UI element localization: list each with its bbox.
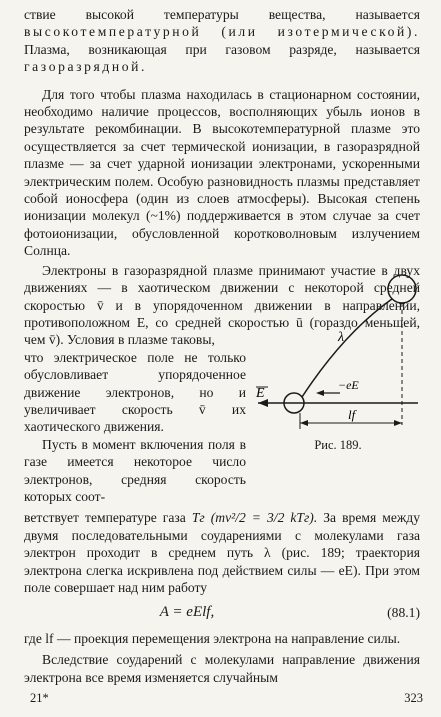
page-number: 323 [404, 690, 423, 705]
molecule-end [388, 275, 416, 303]
paragraph-5: где lf — проекция перемещения электрона на направление силы. [24, 630, 401, 646]
label-force: −eE [338, 377, 359, 392]
text-run: ветствует температуре газа [24, 510, 186, 526]
text-run: Электроны в газоразрядной плазме принимают участие в двух движениях — в хаотическом движении с некоторой средней скоростью v̄ и в упорядоченном движении в направлении, противоположном E, со средней скоростью ū (гораздо меньшей, чем v̄). Условия в плазме таковы, [24, 262, 420, 348]
figure-189 [252, 245, 424, 452]
paragraph-4-start: Пусть в момент включения поля в газе имеется некоторое число электронов, средняя скорость которых соот- [24, 436, 246, 504]
text-run: За время между двумя последовательными соударениями с молекулами газа электрон проходит в среднем путь λ (рис. 189; траектория электрона слегка искривлена под действием силы — eE). При этом поле совершает над ним работу [24, 510, 420, 595]
force-arrow-head [316, 390, 324, 396]
label-lf: lf [348, 406, 356, 422]
signature-mark: 21* [30, 690, 49, 705]
paragraph-2: Для того чтобы плазма находилась в стационарном состоянии, необходимо наличие процессов, восполняющих убыль ионов в результате рекомбинации. В высокотемпературной плазме это осуществляется за счет термической ионизации, в газоразрядной плазме — за счет ударной ионизации электронами, ускоренными электрическим полем. Особую разновидность плазмы представляет собой ионосфера (один из слоев атмосферы). Высокая степень ионизации молекул (~1%) поддерживается в этом случае за счет фотоионизации, обусловленной коротковолновым излучением Солнца. [24, 86, 420, 259]
figure-wrap-region [24, 329, 420, 506]
figure-caption: Рис. 189. [314, 437, 362, 452]
page-content [24, 6, 420, 686]
equation-88-1 [24, 604, 420, 621]
label-E: E [256, 385, 265, 401]
lf-arrow-right [394, 420, 402, 426]
paragraph-3-continued: что электрическое поле не только обусловливает упорядоченное движение электронов, но и увеличивает скорость v̄ их хаотического движения. [24, 349, 246, 435]
paragraph-1 [24, 6, 420, 76]
equation-body: A = eElf, [159, 604, 215, 621]
text-run: Плазма, возникающая при газовом разряде, называется [24, 41, 420, 57]
term-high-temperature: высокотемпературной (или изотермической). [24, 24, 420, 40]
page-footer [30, 690, 423, 707]
figure-drawing [252, 245, 424, 435]
paragraph-6: Вследствие соударений с молекулами направление движения электрона все время изменяется случайным [24, 652, 420, 685]
label-lambda: λ [338, 329, 345, 345]
lf-arrow-left [300, 420, 308, 426]
equation-number: (88.1) [387, 605, 420, 621]
text-run: ствие высокой температуры вещества, называется [24, 7, 420, 22]
inline-formula-temperature: Tг (mv²/2 = 3/2 kTг). [191, 510, 318, 526]
term-gas-discharge: газоразрядной. [24, 59, 148, 75]
paragraph-4-formula-line [24, 509, 420, 596]
